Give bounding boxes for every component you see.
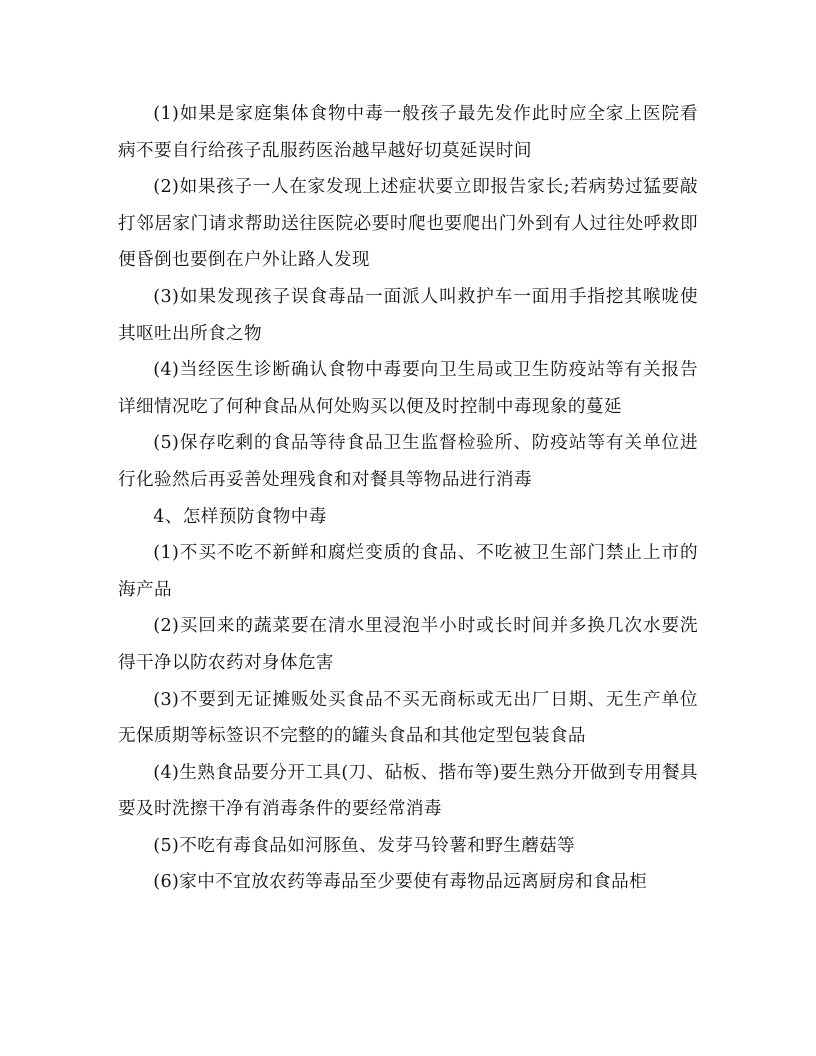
prevention-item-1: (1)不买不吃不新鲜和腐烂变质的食品、不吃被卫生部门禁止上市的海产品 xyxy=(118,543,698,600)
paragraph-4: (4)当经医生诊断确认食物中毒要向卫生局或卫生防疫站等有关报告详细情况吃了何种食品从何处购买以便及时控制中毒现象的蔓延 xyxy=(118,360,698,417)
paragraph-5: (5)保存吃剩的食品等待食品卫生监督检验所、防疫站等有关单位进行化验然后再妥善处理残食和对餐具等物品进行消毒 xyxy=(118,433,698,490)
prevention-item-6: (6)家中不宜放农药等毒品至少要使有毒物品远离厨房和食品柜 xyxy=(153,872,648,893)
paragraph-1: (1)如果是家庭集体食物中毒一般孩子最先发作此时应全家上医院看病不要自行给孩子乱服药医治越早越好切莫延误时间 xyxy=(118,104,698,161)
prevention-item-2: (2)买回来的蔬菜要在清水里浸泡半小时或长时间并多换几次水要洗得干净以防农药对身体危害 xyxy=(118,616,698,673)
paragraph-3: (3)如果发现孩子误食毒品一面派人叫救护车一面用手指挖其喉咙使其呕吐出所食之物 xyxy=(118,286,698,344)
prevention-item-5: (5)不吃有毒食品如河豚鱼、发芽马铃薯和野生蘑菇等 xyxy=(153,835,576,856)
prevention-item-4: (4)生熟食品要分开工具(刀、砧板、揩布等)要生熟分开做到专用餐具要及时洗擦干净有消毒条件的要经常消毒 xyxy=(118,762,698,820)
prevention-item-3: (3)不要到无证摊贩处买食品不买无商标或无出厂日期、无生产单位无保质期等标签识不完整的的罐头食品和其他定型包装食品 xyxy=(118,689,698,747)
document-body xyxy=(118,96,698,901)
paragraph-2: (2)如果孩子一人在家发现上述症状要立即报告家长;若病势过猛要敲打邻居家门请求帮助送往医院必要时爬也要爬出门外到有人过往处呼救即便昏倒也要倒在户外让路人发现 xyxy=(118,177,698,271)
section-heading: 4、怎样预防食物中毒 xyxy=(153,506,327,527)
